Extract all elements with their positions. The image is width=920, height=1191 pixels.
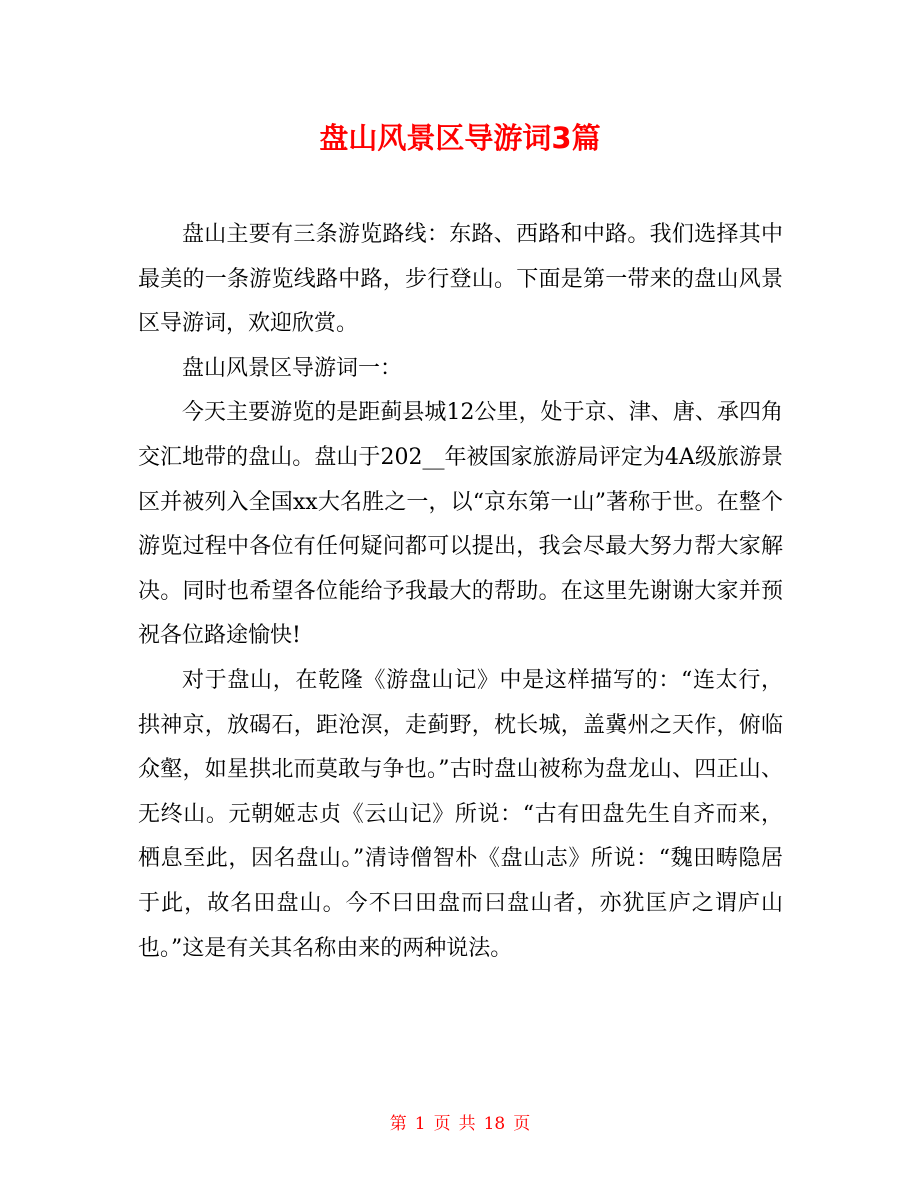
paragraph-welcome: 今天主要游览的是距蓟县城12公里，处于京、津、唐、承四角交汇地带的盘山。盘山于202__年被国家旅游局评定为4A级旅游景区并被列入全国xx大名胜之一，以“京东第一山”著称于世。在整个游览过程中各位有任何疑问都可以提出，我会尽最大努力帮大家解决。同时也希望各位能给予我最大的帮助。在这里先谢谢大家并预祝各位路途愉快! (138, 400, 783, 649)
footer-page-word: 页 (433, 1114, 451, 1134)
paragraph-history: 对于盘山，在乾隆《游盘山记》中是这样描写的：“连太行，拱神京，放碣石，距沧溟，走蓟野，枕长城，盖冀州之天作，俯临众壑，如星拱北而莫敢与争也。”古时盘山被称为盘龙山、四正山、无终山。元朝姬志贞《云山记》所说：“古有田盘先生自齐而来，栖息至此，因名盘山。”清诗僧智朴《盘山志》所说：“魏田畴隐居于此，故名田盘山。今不曰田盘而曰盘山者，亦犹匡庐之谓庐山也。”这是有关其名称由来的两种说法。 (138, 667, 783, 961)
paragraph-intro: 盘山主要有三条游览路线：东路、西路和中路。我们选择其中最美的一条游览线路中路，步行登山。下面是第一带来的盘山风景区导游词，欢迎欣赏。 (138, 222, 783, 337)
paragraph-section-heading: 盘山风景区导游词一： (182, 355, 403, 381)
document-body (138, 213, 783, 971)
footer-total-pages: 18 (483, 1114, 506, 1134)
footer-current-page: 1 (414, 1114, 426, 1134)
document-title: 盘山风景区导游词3篇 (319, 121, 601, 155)
footer-suffix: 页 (513, 1114, 531, 1134)
footer-prefix: 第 (389, 1114, 407, 1134)
footer-total-word: 共 (458, 1114, 476, 1134)
page-footer (0, 1112, 920, 1136)
